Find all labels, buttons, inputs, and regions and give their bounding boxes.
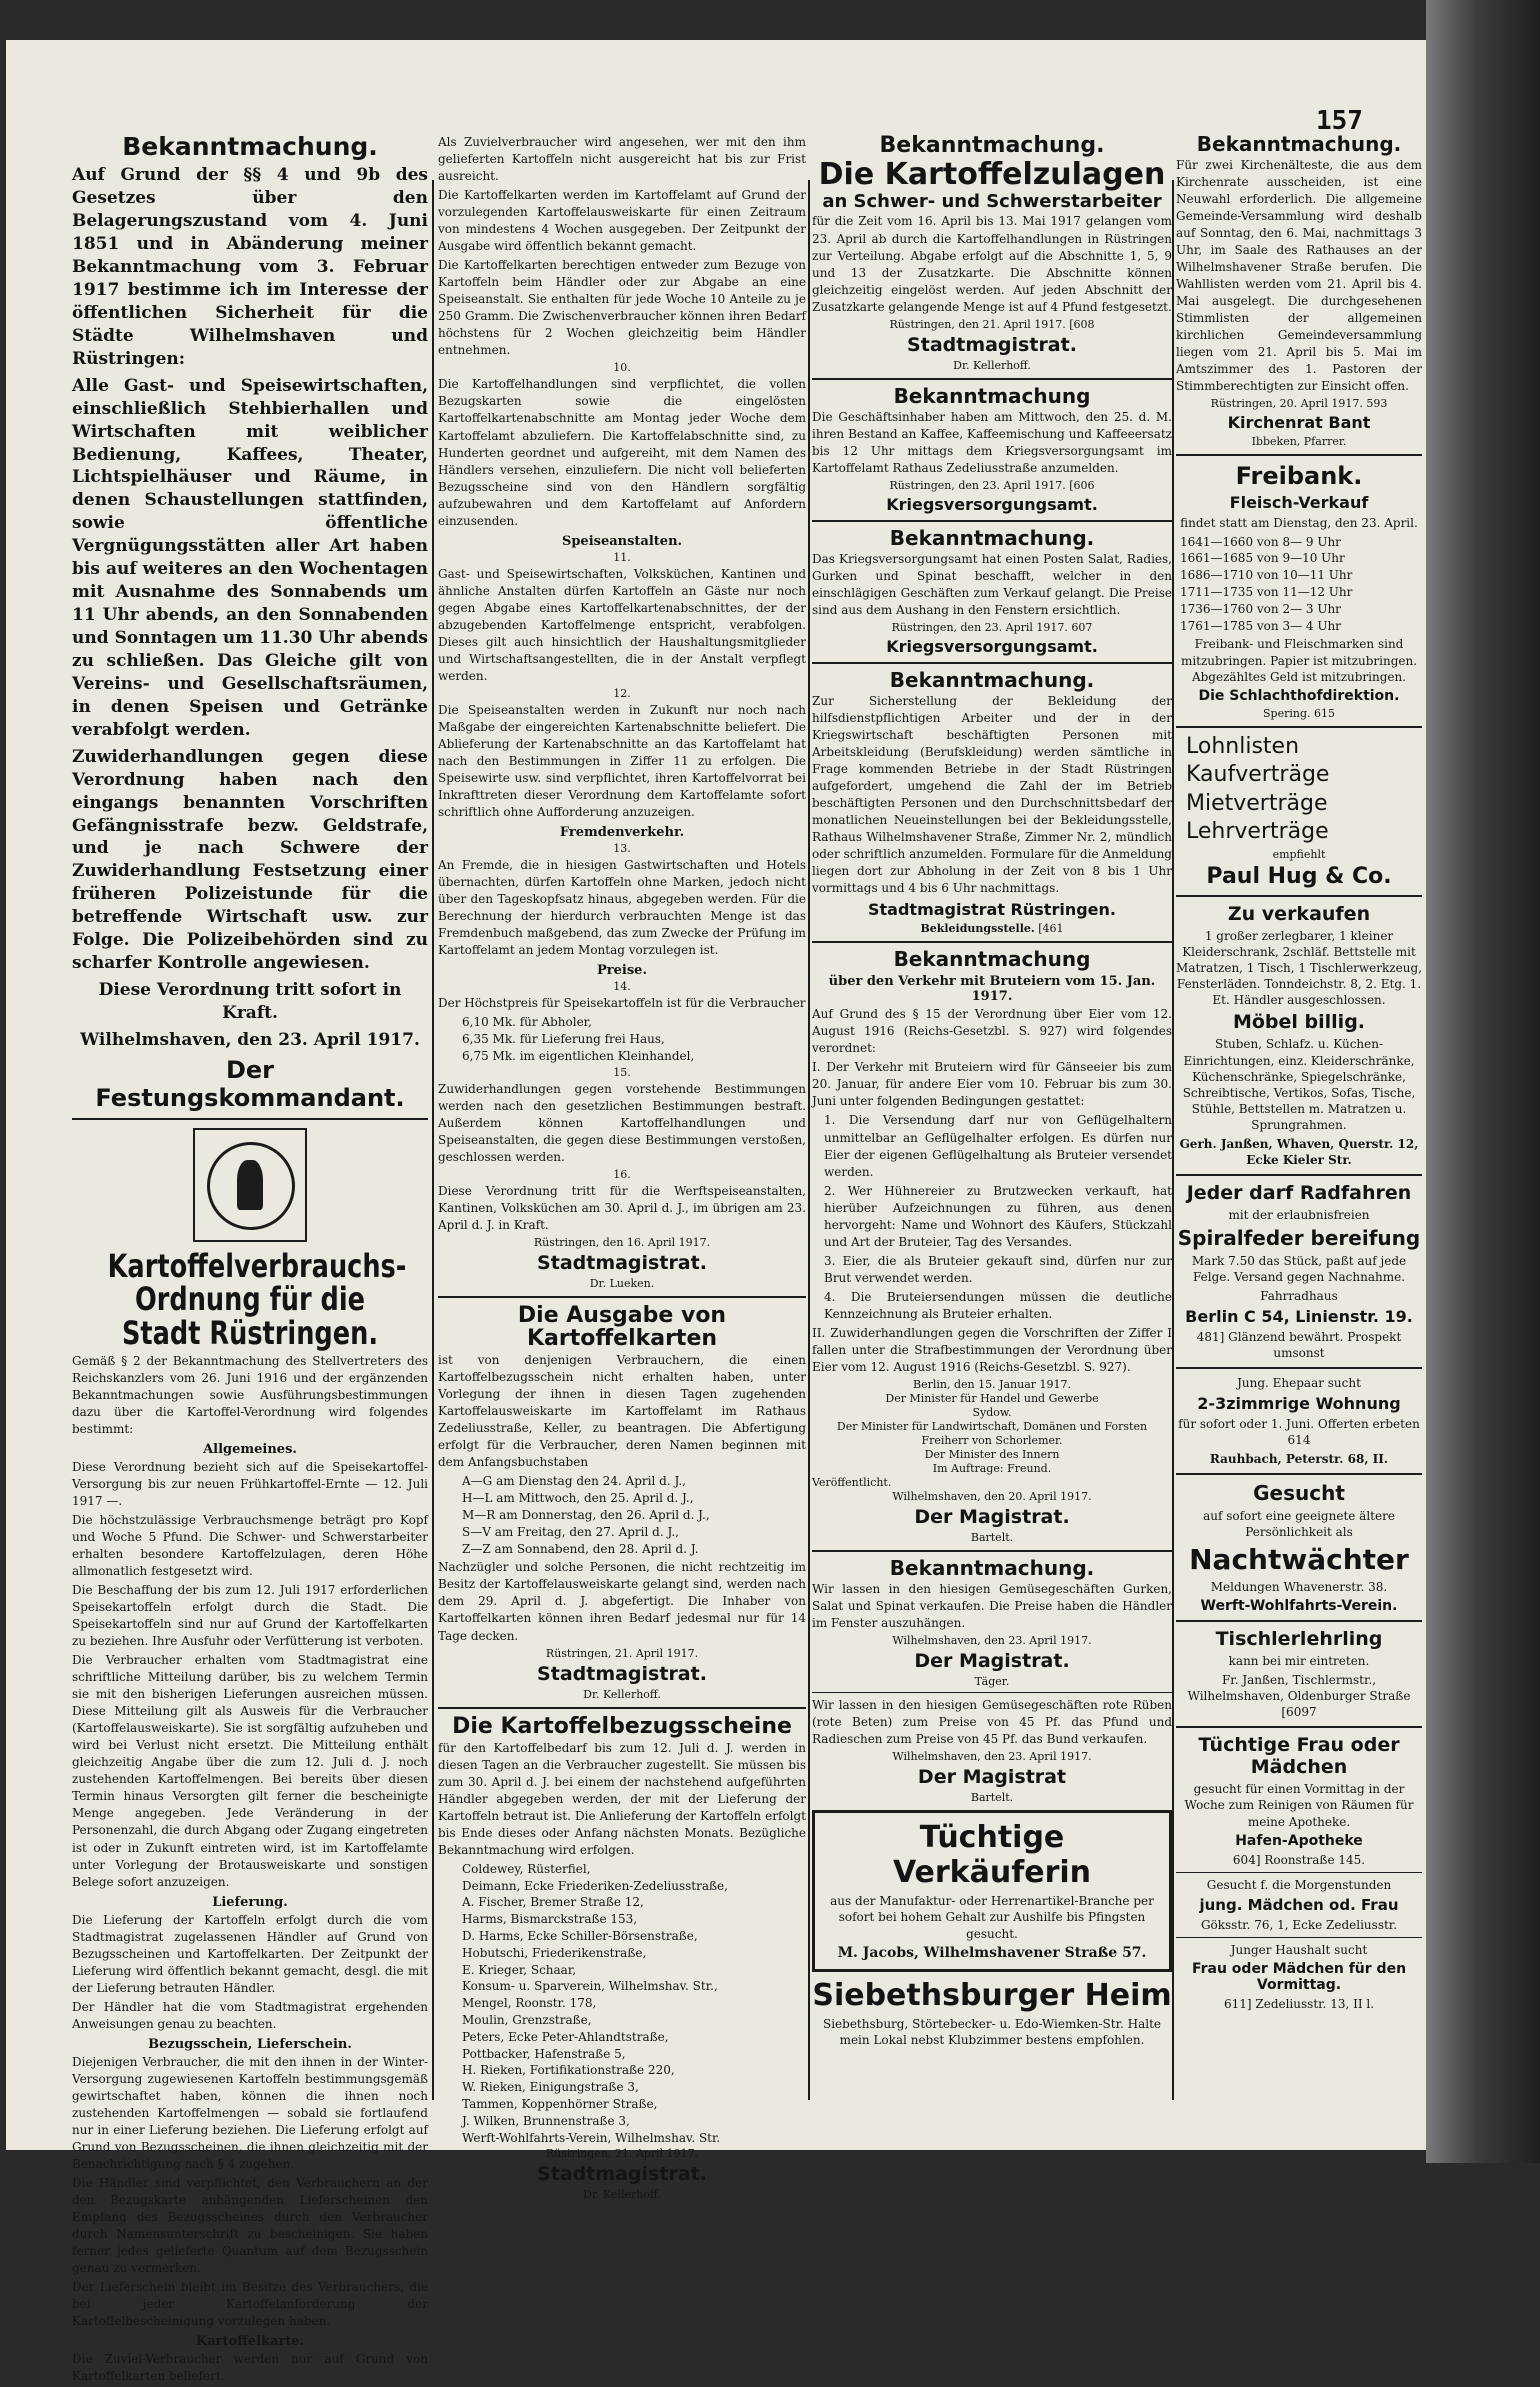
ad-headline: 2-3zimmrige Wohnung	[1197, 1394, 1401, 1414]
dealer-item: H. Rieken, Fortifikationstraße 220,	[462, 2063, 675, 2078]
ad-body: gesucht für einen Vormittag in der Woche zum Reinigen von Räumen für meine Apotheke.	[1184, 1782, 1414, 1829]
dealer-item: Hobutschi, Friederikenstraße,	[462, 1945, 647, 1960]
schedule-item: Z—Z am Sonnabend, den 28. April d. J.	[462, 1541, 699, 1556]
dealer-item: A. Fischer, Bremer Straße 12,	[462, 1895, 644, 1910]
divider	[812, 1692, 1172, 1693]
ordinance-paragraph: Zuwiderhandlungen gegen vorstehende Bestimmungen werden nach den gesetzlichen Bestimmungen bestraft. Außerdem können Kartoffelhandlungen und Speiseanstalten, die gegen diese Bestimmungen verstoßen, geschlossen werden.	[438, 1081, 806, 1164]
sale-time: 1661—1685 von 9—10 Uhr	[1180, 551, 1345, 566]
notice-date: Rüstringen, 21. April 1917.	[545, 2147, 699, 2161]
paragraph-number: 13.	[613, 842, 631, 856]
signatory: Bartelt.	[970, 1530, 1014, 1544]
ad-body: Stuben, Schlafz. u. Küchen-Einrichtungen, einz. Kleiderschränke, Küchenschränke, Spiegelschränke, Schreibtische, Vertikos, Sofas, Tische, Stühle, Bettstellen m. Matratzen u. Sprungrahmen.	[1182, 1037, 1416, 1133]
section-heading: Preise.	[597, 963, 647, 979]
printed-forms-item: Mietverträge	[1186, 790, 1328, 816]
notice-signature: Kriegsversorgungsamt.	[886, 636, 1098, 656]
section-heading: Bezugsschein, Lieferschein.	[148, 2036, 352, 2052]
notice-date: Rüstringen, den 21. April 1917.	[889, 317, 1066, 331]
notice-title: Bekanntmachung.	[889, 525, 1095, 550]
ad-headline: Frau oder Mädchen für den Vormittag.	[1191, 1961, 1407, 1994]
price-item: 6,35 Mk. für Lieferung frei Haus,	[462, 1032, 665, 1047]
job-ad	[812, 1810, 1172, 1971]
ad-body: 1 großer zerlegbarer, 1 kleiner Kleiderschrank, 2schläf. Bettstelle mit Matratzen, 1 Tisch, 1 Tischlerwerkzeug, Fensterläden. Tonndeichstr. 8, 2. Etg. 1. Et. Händler ausgeschlossen.	[1176, 928, 1422, 1008]
ad-headline: Zu verkaufen	[1227, 902, 1371, 925]
notice-item: 3. Eier, die als Bruteier gekauft sind, dürfen nur zur Brut verwendet werden.	[824, 1253, 1172, 1285]
dealer-item: Werft-Wohlfahrts-Verein, Wilhelmshav. Str.	[462, 2130, 721, 2145]
printed-forms-item: Kaufverträge	[1186, 762, 1330, 788]
column-rule	[1172, 180, 1174, 2100]
ordinance-paragraph: Der Höchstpreis für Speisekartoffeln ist für die Verbraucher	[438, 996, 806, 1011]
schedule-item: H—L am Mittwoch, den 25. April d. J.,	[462, 1491, 694, 1506]
signatory: Dr. Lueken.	[589, 1276, 655, 1290]
ordinance-paragraph: Diese Verordnung bezieht sich auf die Speisekartoffel-Versorgung bis zur neuen Frühkartoffel-Ernte — 12. Juli 1917 —.	[72, 1459, 428, 1508]
notice-body: Veröffentlicht.	[812, 1475, 892, 1489]
ad-headline: Siebethsburger Heim	[812, 1977, 1172, 2013]
ordinance-paragraph: Gast- und Speisewirtschaften, Volksküchen, Kantinen und ähnliche Anstalten dürfen Kartoffeln an Gäste nur noch gegen Abgabe eines Kartoffelkartenabschnittes, der der abzugebenden Kartoffelmenge entspricht, verabfolgen. Dieses gilt auch hinsichtlich der Haushaltungsmitglieder und Wirtschaftsangestellten, die in der Anstalt verpflegt werden.	[438, 566, 806, 683]
divider	[812, 941, 1172, 943]
ordinance-paragraph: Diejenigen Verbraucher, die mit den ihnen in der Winter-Versorgung zugewiesenen Kartoffeln bestimmungsgemäß gewirtschaftet haben, können die ihnen noch zustehenden Kartoffelmengen — sobald sie fortlaufend nur in einer Lieferung beziehen. Die Lieferung erfolgt auf Grund von Bezugsscheinen, die ihnen gleichzeitig mit der Benachrichtigung nach § 4 zugehen.	[72, 2054, 428, 2171]
ad-body: Mark 7.50 das Stück, paßt auf jede Felge. Versand gegen Nachnahme.	[1191, 1254, 1407, 1285]
notice-date: Wilhelmshaven, den 23. April 1917.	[892, 1634, 1092, 1648]
section-heading: Speiseanstalten.	[561, 533, 683, 549]
notice-body: Die Geschäftsinhaber haben am Mittwoch, den 25. d. M. ihren Bestand an Kaffee, Kaffeemischung und Kaffeeersatz bis 12 Uhr mittags dem Kriegsversorgungsamt im Kartoffelamt Rathaus Zedeliusstraße anzumelden.	[812, 409, 1172, 475]
notice-body: Auf Grund der §§ 4 und 9b des Gesetzes über den Belagerungszustand vom 4. Juni 1851 und in Abänderung meiner Bekanntmachung vom 3. Februar 1917 bestimme ich im Interesse der öffentlichen Sicherheit für die Städte Wilhelmshaven und Rüstringen:	[72, 165, 428, 369]
notice-signature: Kirchenrat Bant	[1227, 413, 1371, 433]
notice-body: für den Kartoffelbedarf bis zum 12. Juli d. J. werden in diesen Tagen an die Verbraucher zugestellt. Sie müssen bis zum 30. April d. J. bei einem der nachstehend aufgeführten Händler abgegeben werden, der mit der Lieferung der Kartoffeln betraut ist. Die Anlieferung der Kartoffeln erfolgt bis Ende dieses oder Anfang nächsten Monats. Bezügliche Bekanntmachung wird erfolgen.	[438, 1740, 806, 1857]
ad-body: Fahrradhaus	[1260, 1288, 1338, 1303]
signatory: Täger.	[974, 1675, 1010, 1689]
notice-number: [6097	[1281, 1704, 1317, 1719]
ad-headline: Jeder darf Radfahren	[1186, 1181, 1412, 1204]
ad-firm: Rauhbach, Peterstr. 68, II.	[1209, 1451, 1389, 1466]
dealer-item: Peters, Ecke Peter-Ahlandtstraße,	[462, 2029, 669, 2044]
dealer-item: E. Krieger, Schaar,	[462, 1962, 577, 1977]
notice-title: Die Ausgabe von Kartoffelkarten	[517, 1302, 727, 1352]
notice-body: II. Zuwiderhandlungen gegen die Vorschriften der Ziffer I fallen unter die Strafbestimmungen der Verordnung über Eier vom 12. August 1916 (Reichs-Gesetzbl. S. 927).	[812, 1325, 1172, 1374]
ordinance-intro: Gemäß § 2 der Bekanntmachung des Stellvertreters des Reichskanzlers vom 26. Juni 1916 und der ergänzenden Bekanntmachungen sowie Ausführungsbestimmungen dazu über die Kartoffel-Verordnung wird folgendes bestimmt:	[72, 1353, 428, 1436]
price-list	[462, 1014, 806, 1064]
ad-body: auf sofort eine geeignete ältere Persönlichkeit als	[1203, 1508, 1395, 1540]
ordinance-paragraph: Die Kartoffelhandlungen sind verpflichtet, die vollen Bezugskarten sowie die eingelösten Kartoffelkartenabschnitte am Montag jeder Woche dem Kartoffelamt abzuliefern. Die Kartoffelabschnitte sind, zu Hunderten geordnet und aufgereiht, mit dem Namen des Händlers versehen, einzuliefern. Die nicht voll belieferten Bezugsscheine sind von den Händlern sorgfältig aufzubewahren und dem Kartoffelamt auf Anfordern einzusenden.	[438, 377, 806, 528]
column-2	[438, 132, 806, 2202]
price-item: 6,10 Mk. für Abholer,	[462, 1015, 592, 1030]
ordinance-paragraph: Als Zuvielverbraucher wird angesehen, wer mit den ihm gelieferten Kartoffeln nicht ausgereicht hat bis zur Frist ausreicht.	[438, 135, 806, 184]
dealer-item: D. Harms, Ecke Schiller-Börsenstraße,	[462, 1929, 698, 1944]
ad-body: mit der erlaubnisfreien	[1228, 1207, 1370, 1222]
signatory: Im Auftrage: Freund.	[932, 1461, 1052, 1475]
schedule-list	[462, 1473, 806, 1557]
ad-body: Göksstr. 76, 1, Ecke Zedeliusstr.	[1200, 1918, 1398, 1933]
notice-body: Diese Verordnung tritt sofort in Kraft.	[98, 980, 402, 1023]
notice-signature: Die Schlachthofdirektion.	[1198, 687, 1400, 704]
notice-body: Wir lassen in den hiesigen Gemüsegeschäften Gurken, Salat und Spinat verkaufen. Die Preise haben die Händler im Fenster auszuhängen.	[812, 1581, 1172, 1631]
ordinance-paragraph: Die Kartoffelkarten berechtigen entweder zum Bezuge von Kartoffeln beim Händler oder zur Abgabe an eine Speiseanstalt. Sie enthalten für jede Woche 10 Anteile zu je 250 Gramm. Die Zwischenverbraucher können ihren Bedarf höchstens für 2 Wochen gleichzeitig beim Händler entnehmen.	[438, 258, 806, 358]
notice-title: Bekanntmachung	[893, 947, 1091, 972]
sale-time: 1711—1735 von 11—12 Uhr	[1180, 585, 1353, 600]
dealer-item: Pottbacker, Hafenstraße 5,	[462, 2046, 626, 2061]
dealer-item: W. Rieken, Einigungstraße 3,	[462, 2080, 639, 2095]
signatory: Freiherr von Schorlemer.	[921, 1433, 1063, 1447]
divider	[438, 1296, 806, 1298]
divider	[812, 1550, 1172, 1552]
schedule-item: S—V am Freitag, den 27. April d. J.,	[462, 1524, 679, 1539]
notice-body: Für zwei Kirchenälteste, die aus dem Kirchenrate ausscheiden, ist eine Neuwahl erforderlich. Die allgemeine Gemeinde-Versammlung wird deshalb auf Sonntag, den 6. Mai, nachmittags 3 Uhr, im Saale des Rathauses an der Wilhelmshavener Straße berufen. Die Wahllisten werden vom 21. April bis 4. Mai ausgelegt. Die durchgesehenen Stimmlisten der allgemeinen kirchlichen Gemeindeversammlung liegen vom 21. April bis 5. Mai im Amtszimmer des 1. Pastoren der Stimmberechtigten zur Einsicht offen.	[1176, 158, 1422, 394]
divider	[1176, 1473, 1422, 1475]
ad-firm: Hafen-Apotheke	[1235, 1832, 1363, 1849]
paragraph-number: 15.	[613, 1065, 631, 1079]
notice-number: 604]	[1232, 1852, 1261, 1867]
notice-title: Bekanntmachung.	[889, 667, 1095, 692]
paragraph-number: 11.	[613, 550, 631, 564]
sale-time: 1686—1710 von 10—11 Uhr	[1180, 568, 1353, 583]
paragraph-number: 12.	[613, 686, 631, 700]
divider	[1176, 1367, 1422, 1369]
notice-title: Bekanntmachung.	[879, 133, 1105, 158]
dealer-list	[462, 1861, 806, 2147]
divider	[1176, 1726, 1422, 1728]
notice-number: 481]	[1196, 1329, 1225, 1344]
signatory: Ibbeken, Pfarrer.	[1251, 435, 1347, 449]
notice-headline: Die Kartoffelzulagen	[818, 157, 1166, 193]
section-heading: Fremdenverkehr.	[559, 825, 685, 841]
ordinance-paragraph: Die Verbraucher erhalten vom Stadtmagistrat eine schriftliche Mitteilung darüber, bis zu welchem Termin sie mit den bisherigen Lieferungen ausreichen müssen. Diese Mitteilung gilt als Ausweis für die Verbraucher (Kartoffelausweiskarte). Sie ist sorgfältig aufzuheben und wird bei Verlust nicht ersetzt. Die Mitteilung enthält gleichzeitig Angabe über die zum 12. Juli d. J. noch zustehenden Kartoffelmengen. Bei bereits über diesen Termin hinaus Versorgten gilt ferner die bescheinigte Menge angegeben. Jede Veränderung in der Personenzahl, die durch Abgang oder Zugang eingetreten ist oder in Zukunft eintreten wird, ist im Kartoffelamte unter Vorlegung der Brotausweiskarte und sonstigen Belege sofort anzuzeigen.	[72, 1653, 428, 1889]
divider	[1176, 726, 1422, 728]
ad-firm: Berlin C 54, Linienstr. 19.	[1185, 1306, 1413, 1326]
signatory: Sydow.	[972, 1405, 1012, 1419]
dealer-item: Coldewey, Rüsterfiel,	[462, 1861, 591, 1876]
notice-signature: Der Magistrat.	[914, 1650, 1070, 1673]
notice-signature: Der Magistrat	[917, 1766, 1067, 1789]
notice-item: 2. Wer Hühnereier zu Brutzwecken verkauft, hat hierüber Aufzeichnungen zu führen, aus denen hervorgeht: Name und Wohnort des Käufers, Stückzahl und Art der Bruteier, Tag des Versandes.	[824, 1183, 1172, 1249]
ad-headline: Möbel billig.	[1232, 1011, 1366, 1034]
notice-title: Bekanntmachung.	[889, 1555, 1095, 1580]
dealer-item: Moulin, Grenzstraße,	[462, 2013, 592, 2028]
ordinance-paragraph: Die Beschaffung der bis zum 12. Juli 1917 erforderlichen Speisekartoffeln erfolgt durch die Stadt. Die Speisekartoffeln sind nur auf Grund der Kartoffelkarten zu beziehen. Ihre Ausfuhr oder Verfütterung ist verboten.	[72, 1583, 428, 1649]
signatory: Bartelt.	[970, 1791, 1014, 1805]
notice-item: 1. Die Versendung darf nur von Geflügelhaltern unmittelbar an Geflügelhalter erfolgen. Es dürfen nur Eier der eigenen Geflügelhaltung als Bruteier versendet werden.	[824, 1113, 1172, 1179]
ordinance-paragraph: Die Kartoffelkarten werden im Kartoffelamt auf Grund der vorzulegenden Kartoffelausweiskarte für einen Zeitraum von mindestens 4 Wochen ausgegeben. Der Zeitpunkt der Ausgabe wird öffentlich bekannt gemacht.	[438, 188, 806, 254]
notice-item: 4. Die Bruteiersendungen müssen die deutliche Kennzeichnung als Bruteier erhalten.	[824, 1289, 1172, 1321]
signatory: Dr. Kellerhoff.	[953, 358, 1031, 372]
notice-subtitle: an Schwer- und Schwerstarbeiter	[822, 190, 1162, 212]
divider	[1176, 895, 1422, 897]
ad-headline: Spiralfeder bereifung	[1177, 1226, 1421, 1251]
ad-firm: Werft-Wohlfahrts-Verein.	[1200, 1598, 1398, 1615]
notice-signature: Stadtmagistrat.	[537, 1251, 707, 1274]
notice-signature: Stadtmagistrat.	[537, 1662, 707, 1685]
ad-headline: Freibank.	[1235, 462, 1363, 491]
ad-subheadline: Fleisch-Verkauf	[1229, 493, 1369, 513]
divider	[1176, 454, 1422, 456]
ad-body: Junger Haushalt sucht	[1230, 1943, 1368, 1958]
dealer-item: Konsum- u. Sparverein, Wilhelmshav. Str.,	[462, 1979, 718, 1994]
notice-subtitle: über den Verkehr mit Bruteiern vom 15. Jan. 1917.	[828, 974, 1156, 1005]
page-number: 157	[1316, 106, 1363, 136]
paragraph-number: 16.	[613, 1167, 631, 1181]
ad-body: Gesucht f. die Morgenstunden	[1206, 1877, 1392, 1892]
ad-headline: Gesucht	[1253, 1480, 1345, 1505]
notice-number: 611]	[1223, 1997, 1252, 2012]
notice-body: Alle Gast- und Speisewirtschaften, einschließlich Stehbierhallen und Wirtschaften mit weiblicher Bedienung, Kaffees, Theater, Lichtspielhäuser und Räume, in denen Schaustellungen stattfinden, sowie öffentliche Vergnügungsstätten aller Art haben bis auf weiteres an den Wochentagen mit Ausnahme des Sonnabends um 11 Uhr abends, an den Sonnabenden und Sonntagen um 11.30 Uhr abends zu schließen. Das Gleiche gilt von Vereins- und Gesellschaftsräumen, in denen Speisen und Getränke verabfolgt werden.	[72, 375, 428, 740]
notice-date: Wilhelmshaven, den 23. April 1917.	[80, 1029, 420, 1050]
ad-body: Glänzend bewährt. Prospekt umsonst	[1228, 1329, 1402, 1360]
notice-title: Bekanntmachung	[893, 383, 1091, 408]
column-rule	[432, 180, 434, 2100]
ordinance-title: Kartoffelverbrauchs-Ordnung für die Stadt Rüstringen.	[107, 1246, 407, 1353]
notice-body: ist von denjenigen Verbrauchern, die einen Kartoffelbezugsschein nicht erhalten haben, unter Vorlegung der ihnen in diesen Tagen zugehenden Kartoffelausweiskarte im Kartoffelamt im Rathaus Zedeliusstraße, Keller, zu beantragen. Die Abfertigung erfolgt für die Verbraucher, deren Namen beginnen mit dem Anfangsbuchstaben	[438, 1353, 806, 1470]
city-emblem	[193, 1128, 307, 1242]
signatory: Der Minister für Landwirtschaft, Domänen und Forsten	[836, 1419, 1148, 1433]
divider	[812, 520, 1172, 522]
printed-forms-item: Lohnlisten	[1186, 733, 1300, 759]
dealer-item: Harms, Bismarckstraße 153,	[462, 1912, 638, 1927]
dealer-item: J. Wilken, Brunnenstraße 3,	[462, 2113, 630, 2128]
paragraph-number: 10.	[613, 361, 631, 375]
notice-number: [461	[1038, 922, 1064, 936]
newspaper-page	[6, 40, 1426, 2384]
sale-time: 1761—1785 von 3— 4 Uhr	[1180, 618, 1341, 633]
sale-time: 1641—1660 von 8— 9 Uhr	[1180, 534, 1341, 549]
divider	[72, 1118, 428, 1120]
divider	[1176, 1872, 1422, 1873]
divider	[1176, 1174, 1422, 1176]
notice-date: Rüstringen, 21. April 1917.	[545, 1646, 699, 1660]
notice-title: Die Kartoffelbezugsscheine	[452, 1713, 792, 1739]
paragraph-number: 14.	[613, 980, 631, 994]
notice-body: I. Der Verkehr mit Bruteiern wird für Gänseeier bis zum 20. Januar, für andere Eier vom 10. Februar bis zum 30. Juni unter folgenden Bedingungen gestattet:	[812, 1060, 1172, 1109]
section-heading: Lieferung.	[212, 1894, 288, 1910]
notice-date: Rüstringen, 20. April 1917.	[1210, 397, 1363, 411]
ad-body: empfiehlt	[1272, 847, 1326, 861]
signatory: Der Minister des Innern	[924, 1447, 1060, 1461]
ordinance-paragraph: Die höchstzulässige Verbrauchsmenge beträgt pro Kopf und Woche 5 Pfund. Die Schwer- und Schwerstarbeiter erhalten besondere Kartoffelzulagen, deren Höhe allmonatlich festgesetzt wird.	[72, 1512, 428, 1578]
dealer-item: Deimann, Ecke Friederiken-Zedeliusstraße,	[462, 1878, 728, 1893]
ad-body: Siebethsburg, Störtebecker- u. Edo-Wiemken-Str. Halte mein Lokal nebst Klubzimmer bestens empfohlen.	[822, 2016, 1161, 2047]
notice-number: 607	[1071, 620, 1093, 634]
ad-body: kann bei mir eintreten.	[1228, 1654, 1370, 1669]
dealer-item: Tammen, Koppenhörner Straße,	[462, 2097, 658, 2111]
notice-signature: Stadtmagistrat Rüstringen.	[868, 900, 1116, 920]
notice-signature: Stadtmagistrat.	[537, 2163, 707, 2186]
signatory: Dr. Kellerhoff.	[583, 2188, 661, 2202]
notice-date: Rüstringen, den 23. April 1917.	[891, 620, 1068, 634]
printed-forms-item: Lehrverträge	[1186, 819, 1329, 845]
sale-time: 1736—1760 von 2— 3 Uhr	[1180, 601, 1341, 616]
ad-body: Meldungen Whavenerstr. 38.	[1210, 1580, 1388, 1595]
ad-firm: M. Jacobs, Wilhelmshavener Straße 57.	[837, 1944, 1147, 1961]
ordinance-paragraph: Die Lieferung der Kartoffeln erfolgt durch die vom Stadtmagistrat zugelassenen Händler auf Grund von Bezugsscheinen und Kartoffelkarten. Der Zeitpunkt der Lieferung wird öffentlich bekannt gemacht, desgl. die mit der Lieferung betrauten Händler.	[72, 1912, 428, 1995]
ordinance-paragraph: Der Händler hat die vom Stadtmagistrat ergehenden Anweisungen genau zu beachten.	[72, 1999, 428, 2031]
notice-number: 615	[1314, 706, 1335, 720]
ordinance-paragraph: Die Speiseanstalten werden in Zukunft nur noch nach Maßgabe der eingereichten Kartenabschnitte beliefert. Die Ablieferung der Kartenabschnitte an das Kartoffelamt hat nach den Bestimmungen in Ziffer 11 zu erfolgen. Die Speisewirte usw. sind verpflichtet, ihren Kartoffelvorrat bei Inkrafttreten dieser Verordnung dem Kartoffelamte sofort schriftlich ohne Aufforderung anzuzeigen.	[438, 702, 806, 820]
divider	[812, 662, 1172, 664]
book-spine	[1426, 0, 1540, 2163]
notice-body: für die Zeit vom 16. April bis 13. Mai 1917 gelangen vom 23. April ab durch die Kartoffelhandlungen in Rüstringen zur Verteilung. Abgabe erfolgt auf die Abschnitte 1, 5, 9 und 13 der Zusatzkarte. Die Abschnitte können gleichzeitig eingelöst werden. Auf jeden Abschnitt der Zusatzkarte gelangende Menge ist auf 4 Pfund festgesetzt.	[812, 214, 1172, 314]
notice-body: Zur Sicherstellung der Bekleidung der hilfsdienstpflichtigen Arbeiter und der in der Kriegswirtschaft beschäftigten Personen mit Arbeitskleidung (Berufskleidung) werden sämtliche in Frage kommenden Betriebe in der Stadt Rüstringen aufgefordert, umgehend die Zahl der im Betrieb beschäftigten Personen und den Durchschnittsbedarf der monatlichen Neueinstellungen bei der Bekleidungsstelle, Rathaus Wilhelmshavener Straße, Zimmer Nr. 2, mündlich oder schriftlich anzumelden. Formulare für die Anmeldung liegen dort zur Abholung in der Zeit von 8 bis 1 Uhr vormittags und 4 bis 6 Uhr nachmittags.	[812, 693, 1172, 896]
notice-body: Auf Grund des § 15 der Verordnung über Eier vom 12. August 1916 (Reichs-Gesetzbl. S. 927) wird folgendes verordnet:	[812, 1007, 1172, 1056]
signatory: Dr. Kellerhoff.	[583, 1687, 661, 1701]
ad-firm: Paul Hug & Co.	[1206, 863, 1392, 889]
ad-headline: Nachtwächter	[1189, 1543, 1409, 1577]
divider	[812, 378, 1172, 380]
ad-firm: Fr. Janßen, Tischlermstr., Wilhelmshaven, Oldenburger Straße	[1187, 1672, 1411, 1703]
ad-body: Freibank- und Fleischmarken sind mitzubringen. Papier ist mitzubringen. Abgezähltes Geld ist mitzubringen.	[1180, 637, 1418, 684]
schedule-item: M—R am Donnerstag, den 26. April d. J.,	[462, 1507, 710, 1522]
column-4	[1176, 132, 1422, 2015]
notice-body: Nachzügler und solche Personen, die nicht rechtzeitig im Besitz der Kartoffelausweiskarte gelangt sind, werden nach dem 29. April d. J. abgefertigt. Die Inhaber von Kartoffelkarten können ihren Bedarf jedesmal nur für 14 Tage decken.	[438, 1560, 806, 1643]
notice-date: Wilhelmshaven, den 23. April 1917.	[892, 1750, 1092, 1764]
ad-body: Roonstraße 145.	[1264, 1852, 1366, 1867]
notice-signature: Der Festungskommandant.	[95, 1055, 405, 1112]
ordinance-paragraph: Der Lieferschein bleibt im Besitze des Verbrauchers, die bei jeder Kartoffelanforderung der Kartoffelbescheinigung vorzulegen haben.	[72, 2280, 428, 2329]
notice-title: Bekanntmachung.	[1196, 132, 1402, 156]
ad-headline: Tüchtige Frau oder Mädchen	[1198, 1734, 1400, 1779]
price-item: 6,75 Mk. im eigentlichen Kleinhandel,	[462, 1048, 695, 1063]
notice-signature: Kriegsversorgungsamt.	[886, 494, 1098, 514]
ordinance-paragraph: Diese Verordnung tritt für die Werftspeiseanstalten, Kantinen, Volksküchen am 30. April d. J., im übrigen am 23. April d. J. in Kraft.	[438, 1183, 806, 1232]
divider	[438, 1707, 806, 1709]
notice-body: Das Kriegsversorgungsamt hat einen Posten Salat, Radies, Gurken und Spinat beschafft, welcher in den einschlägigen Geschäften zum Verkauf gelangt. Die Preise sind aus dem Aushang in den Fenstern ersichtlich.	[812, 551, 1172, 617]
ad-firm: Gerh. Janßen, Whaven, Querstr. 12, Ecke Kieler Str.	[1179, 1136, 1419, 1167]
notice-body: Wir lassen in den hiesigen Gemüsegeschäften rote Rüben (rote Beten) zum Preise von 45 Pf. das Pfund und Radieschen zum Preise von 45 Pf. das Bund verkaufen.	[812, 1698, 1172, 1747]
schedule-item: A—G am Dienstag den 24. April d. J.,	[462, 1474, 686, 1489]
notice-number: [606	[1069, 478, 1095, 492]
notice-title: Bekanntmachung.	[122, 132, 378, 161]
section-heading: Kartoffelkarte.	[195, 2334, 305, 2350]
ad-body: aus der Manufaktur- oder Herrenartikel-Branche per sofort bei hohem Gehalt zur Aushilfe bis Pfingsten gesucht.	[830, 1894, 1154, 1941]
ad-body: Zedeliusstr. 13, II l.	[1255, 1997, 1375, 2012]
notice-date: Rüstringen, den 16. April 1917.	[533, 1235, 711, 1249]
ad-headline: Tüchtige Verkäuferin	[892, 1820, 1092, 1891]
ad-headline: jung. Mädchen od. Frau	[1199, 1896, 1399, 1915]
ordinance-paragraph: An Fremde, die in hiesigen Gastwirtschaften und Hotels übernachten, dürfen Kartoffeln ohne Marken, jedoch nicht über den Tageskopfsatz hinaus, abgegeben werden. Für die Berechnung der hierdurch verbrauchten Menge ist das Fremdenbuch maßgebend, das zum Zwecke der Prüfung im Kartoffelamt an jedem Montag vorzulegen ist.	[438, 858, 806, 958]
notice-date: Wilhelmshaven, den 20. April 1917.	[892, 1489, 1092, 1503]
ad-body: Jung. Ehepaar sucht	[1237, 1376, 1361, 1391]
column-1	[72, 132, 428, 2387]
signatory: Spering.	[1263, 706, 1311, 720]
column-3	[812, 132, 1172, 2050]
ordinance-paragraph: Die Zuviel-Verbraucher werden nur auf Grund von Kartoffelkarten beliefert.	[72, 2352, 428, 2384]
section-heading: Allgemeines.	[203, 1441, 297, 1457]
column-rule	[808, 180, 810, 2100]
notice-number: 593	[1366, 397, 1388, 411]
notice-number: 614	[1287, 1433, 1311, 1448]
ad-body: für sofort oder 1. Juni. Offerten erbeten	[1178, 1417, 1420, 1432]
ad-headline: Tischlerlehrling	[1215, 1628, 1383, 1651]
ad-body: findet statt am Dienstag, den 23. April.	[1180, 516, 1418, 531]
signatory: Der Minister für Handel und Gewerbe	[885, 1391, 1099, 1405]
ordinance-paragraph: Die Händler sind verpflichtet, den Verbrauchern an der den Bezugskarte anhängenden Lieferscheinen den Empfang des Bezugsscheines durch den Verbraucher durch Namensunterschrift zu bescheinigen. Sie haben ferner jedes gelieferte Quantum auf dem Bezugsschein genau zu vermerken.	[72, 2176, 428, 2276]
signatory: Bekleidungsstelle.	[920, 922, 1035, 936]
notice-signature: Der Magistrat.	[914, 1505, 1070, 1528]
divider	[1176, 1937, 1422, 1938]
notice-date: Rüstringen, den 23. April 1917.	[889, 478, 1066, 492]
notice-date: Berlin, den 15. Januar 1917.	[912, 1377, 1072, 1391]
notice-signature: Stadtmagistrat.	[907, 333, 1077, 356]
notice-body: Zuwiderhandlungen gegen diese Verordnung haben nach den eingangs benannten Vorschriften Gefängnisstrafe bezw. Geldstrafe, und je nach Schwere der Zuwiderhandlung Festsetzung einer früheren Polizeistunde für die betreffende Wirtschaft usw. zur Folge. Die Polizeibehörden sind zu scharfer Kontrolle angewiesen.	[72, 746, 428, 974]
sale-times	[1180, 534, 1422, 635]
divider	[1176, 1620, 1422, 1622]
notice-number: [608	[1069, 317, 1095, 331]
dealer-item: Mengel, Roonstr. 178,	[462, 1996, 597, 2011]
